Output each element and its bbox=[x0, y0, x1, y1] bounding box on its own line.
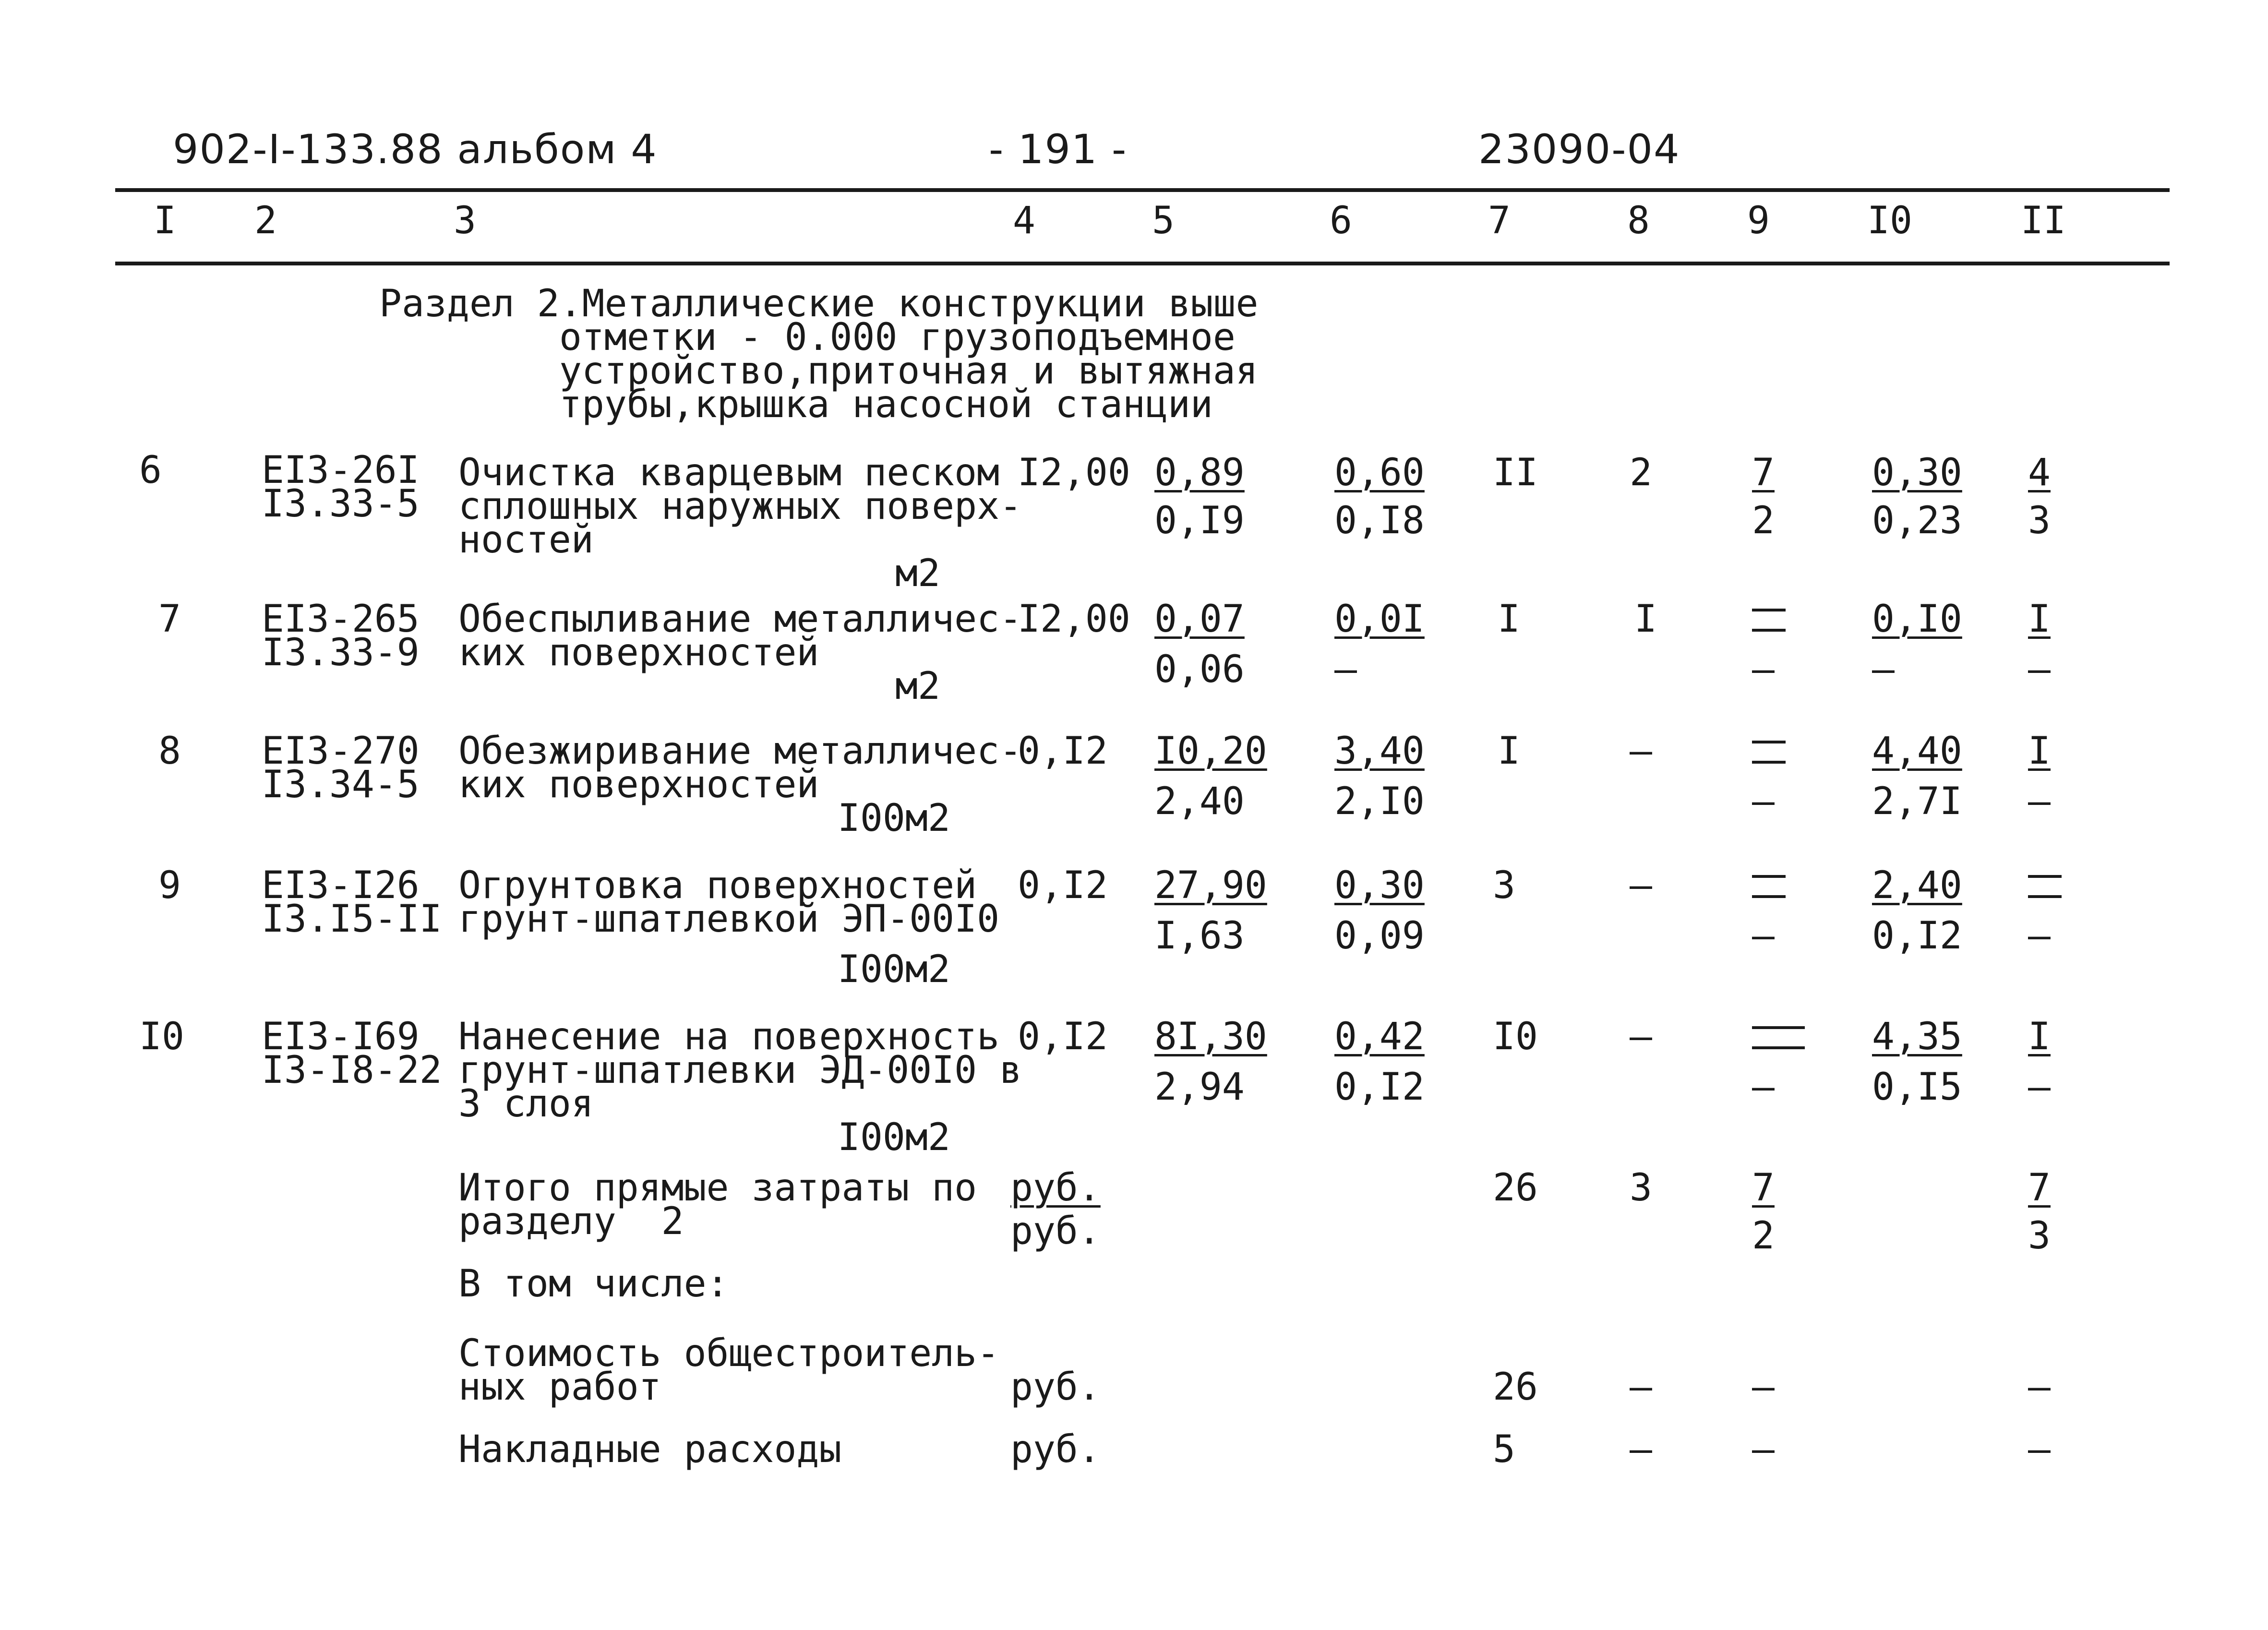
work-description: грунт-шпатлевки ЭД-00I0 в bbox=[458, 1049, 1022, 1092]
cost-upper: 0,60 bbox=[1334, 451, 1425, 494]
cost-lower: I,63 bbox=[1154, 914, 1245, 958]
quantity: I2,00 bbox=[1018, 598, 1130, 641]
rate-code: I3.33-5 bbox=[262, 482, 420, 526]
header-rule bbox=[115, 262, 2170, 265]
cell-c8: – bbox=[1630, 864, 1652, 907]
column-header: 6 bbox=[1330, 199, 1352, 242]
rate-code: I3-I8-22 bbox=[262, 1049, 442, 1092]
cost-upper: 8I,30 bbox=[1154, 1015, 1267, 1058]
work-description: Обеспыливание металличес- bbox=[458, 598, 1022, 641]
cell-c11-lower: 3 bbox=[2028, 499, 2051, 542]
cost-lower: 0,I5 bbox=[1872, 1066, 1962, 1109]
unit: I00м2 bbox=[838, 797, 950, 840]
cell-c7: II bbox=[1493, 451, 1538, 494]
document-code: 902-I-133.88 альбом 4 bbox=[173, 126, 658, 173]
cell-c11-upper: I bbox=[2028, 598, 2051, 641]
overhead-c9: – bbox=[1752, 1428, 1775, 1471]
totals-unit: руб. bbox=[1010, 1210, 1101, 1253]
quantity: 0,I2 bbox=[1018, 730, 1108, 773]
totals-c8: 3 bbox=[1630, 1166, 1652, 1210]
work-description: ких поверхностей bbox=[458, 763, 819, 806]
cell-c8: – bbox=[1630, 730, 1652, 773]
cost-lower: 2,I0 bbox=[1334, 780, 1425, 823]
cell-c11-upper bbox=[2028, 869, 2062, 902]
cell-c9-upper bbox=[1752, 869, 1786, 902]
cell-c7: 3 bbox=[1493, 864, 1515, 907]
row-number: 9 bbox=[158, 864, 181, 907]
work-description: Нанесение на поверхность bbox=[458, 1015, 1000, 1058]
row-number: 8 bbox=[158, 730, 181, 773]
column-header: 9 bbox=[1747, 199, 1770, 242]
column-header: 3 bbox=[454, 199, 476, 242]
column-header: 7 bbox=[1488, 199, 1511, 242]
work-description: Огрунтовка поверхностей bbox=[458, 864, 977, 907]
cell-c9-lower: – bbox=[1752, 780, 1775, 823]
row-number: 7 bbox=[158, 598, 181, 641]
quantity: I2,00 bbox=[1018, 451, 1130, 494]
general-works-label: ных работ bbox=[458, 1366, 661, 1409]
totals-c9-upper: 7 bbox=[1752, 1166, 1775, 1210]
cost-upper: 0,30 bbox=[1334, 864, 1425, 907]
rate-code: EI3-I26 bbox=[262, 864, 420, 907]
cell-c7: I bbox=[1498, 598, 1520, 641]
including-label: В том числе: bbox=[458, 1262, 729, 1306]
page-number: - 191 - bbox=[989, 126, 1128, 173]
rate-code: I3.34-5 bbox=[262, 763, 420, 806]
work-description: Очистка кварцевым песком bbox=[458, 451, 1000, 494]
cost-lower: 2,7I bbox=[1872, 780, 1962, 823]
cell-c9-upper bbox=[1752, 1020, 1805, 1054]
column-header: 2 bbox=[254, 199, 277, 242]
cost-upper: 0,42 bbox=[1334, 1015, 1425, 1058]
cost-upper: 3,40 bbox=[1334, 730, 1425, 773]
unit: I00м2 bbox=[838, 948, 950, 991]
totals-c9-lower: 2 bbox=[1752, 1214, 1775, 1258]
work-description: грунт-шпатлевкой ЭП-00I0 bbox=[458, 898, 1000, 941]
totals-label: разделу 2 bbox=[458, 1200, 684, 1243]
cell-c11-lower: – bbox=[2028, 780, 2051, 823]
cost-upper: 2,40 bbox=[1872, 864, 1962, 907]
totals-c11-lower: 3 bbox=[2028, 1214, 2051, 1258]
cell-c11-lower: – bbox=[2028, 914, 2051, 958]
general-works-unit: руб. bbox=[1010, 1366, 1101, 1409]
work-description: ких поверхностей bbox=[458, 631, 819, 674]
column-header: 4 bbox=[1013, 199, 1035, 242]
totals-label: Итого прямые затраты по bbox=[458, 1166, 977, 1210]
rate-code: EI3-I69 bbox=[262, 1015, 420, 1058]
work-description: сплошных наружных поверх- bbox=[458, 485, 1022, 528]
cost-upper: I0,20 bbox=[1154, 730, 1267, 773]
cost-upper: 0,0I bbox=[1334, 598, 1425, 641]
cost-upper: 4,35 bbox=[1872, 1015, 1962, 1058]
general-works-label: Стоимость общестроитель- bbox=[458, 1332, 1000, 1375]
cost-lower: – bbox=[1334, 648, 1357, 691]
cost-lower: 0,23 bbox=[1872, 499, 1962, 542]
column-header: I0 bbox=[1867, 199, 1912, 242]
cost-upper: 27,90 bbox=[1154, 864, 1267, 907]
cost-upper: 0,07 bbox=[1154, 598, 1245, 641]
cell-c11-lower: – bbox=[2028, 648, 2051, 691]
cost-upper: 4,40 bbox=[1872, 730, 1962, 773]
top-rule bbox=[115, 188, 2170, 192]
cost-lower: 2,94 bbox=[1154, 1066, 1245, 1109]
row-number: 6 bbox=[139, 449, 162, 492]
cost-upper: 0,89 bbox=[1154, 451, 1245, 494]
totals-c11-upper: 7 bbox=[2028, 1166, 2051, 1210]
unit: I00м2 bbox=[838, 1116, 950, 1159]
column-header: II bbox=[2021, 199, 2066, 242]
quantity: 0,I2 bbox=[1018, 1015, 1108, 1058]
cell-c9-lower: – bbox=[1752, 914, 1775, 958]
cell-c11-lower: – bbox=[2028, 1066, 2051, 1109]
general-works-c11: – bbox=[2028, 1366, 2051, 1409]
unit: м2 bbox=[895, 665, 940, 708]
work-description: Обезжиривание металличес- bbox=[458, 730, 1022, 773]
general-works-c7: 26 bbox=[1493, 1366, 1538, 1409]
column-header: I bbox=[154, 199, 176, 242]
overhead-c8: – bbox=[1630, 1428, 1652, 1471]
rate-code: EI3-270 bbox=[262, 730, 420, 773]
cell-c7: I bbox=[1498, 730, 1520, 773]
cell-c7: I0 bbox=[1493, 1015, 1538, 1058]
rate-code: I3.I5-II bbox=[262, 898, 442, 941]
cell-c9-upper: 7 bbox=[1752, 451, 1775, 494]
project-code: 23090-04 bbox=[1478, 126, 1680, 173]
cell-c9-upper bbox=[1752, 602, 1786, 636]
cost-lower: 0,I2 bbox=[1872, 914, 1962, 958]
general-works-c9: – bbox=[1752, 1366, 1775, 1409]
work-description: ностей bbox=[458, 518, 594, 562]
cost-lower: 2,40 bbox=[1154, 780, 1245, 823]
work-description: 3 слоя bbox=[458, 1082, 594, 1126]
cell-c11-upper: 4 bbox=[2028, 451, 2051, 494]
cell-c8: 2 bbox=[1630, 451, 1652, 494]
cell-c11-upper: I bbox=[2028, 1015, 2051, 1058]
cell-c9-upper bbox=[1752, 734, 1786, 768]
cost-lower: 0,06 bbox=[1154, 648, 1245, 691]
column-header: 5 bbox=[1152, 199, 1175, 242]
overhead-c11: – bbox=[2028, 1428, 2051, 1471]
cost-upper: 0,I0 bbox=[1872, 598, 1962, 641]
overhead-c7: 5 bbox=[1493, 1428, 1515, 1471]
overhead-unit: руб. bbox=[1010, 1428, 1101, 1471]
totals-c7: 26 bbox=[1493, 1166, 1538, 1210]
general-works-c8: – bbox=[1630, 1366, 1652, 1409]
rate-code: I3.33-9 bbox=[262, 631, 420, 674]
unit: м2 bbox=[895, 552, 940, 595]
cost-lower: 0,I9 bbox=[1154, 499, 1245, 542]
cell-c8: I bbox=[1634, 598, 1657, 641]
cell-c11-upper: I bbox=[2028, 730, 2051, 773]
rate-code: EI3-265 bbox=[262, 598, 420, 641]
quantity: 0,I2 bbox=[1018, 864, 1108, 907]
cell-c9-lower: 2 bbox=[1752, 499, 1775, 542]
cell-c9-lower: – bbox=[1752, 648, 1775, 691]
row-number: I0 bbox=[139, 1015, 184, 1058]
cell-c9-lower: – bbox=[1752, 1066, 1775, 1109]
cost-lower: 0,I8 bbox=[1334, 499, 1425, 542]
column-header: 8 bbox=[1627, 199, 1650, 242]
rate-code: EI3-26I bbox=[262, 449, 420, 492]
cell-c8: – bbox=[1630, 1015, 1652, 1058]
overhead-label: Накладные расходы bbox=[458, 1428, 842, 1471]
cost-lower: 0,09 bbox=[1334, 914, 1425, 958]
cost-upper: 0,30 bbox=[1872, 451, 1962, 494]
cost-lower: 0,I2 bbox=[1334, 1066, 1425, 1109]
totals-unit: руб. bbox=[1010, 1166, 1101, 1210]
cost-lower: – bbox=[1872, 648, 1895, 691]
